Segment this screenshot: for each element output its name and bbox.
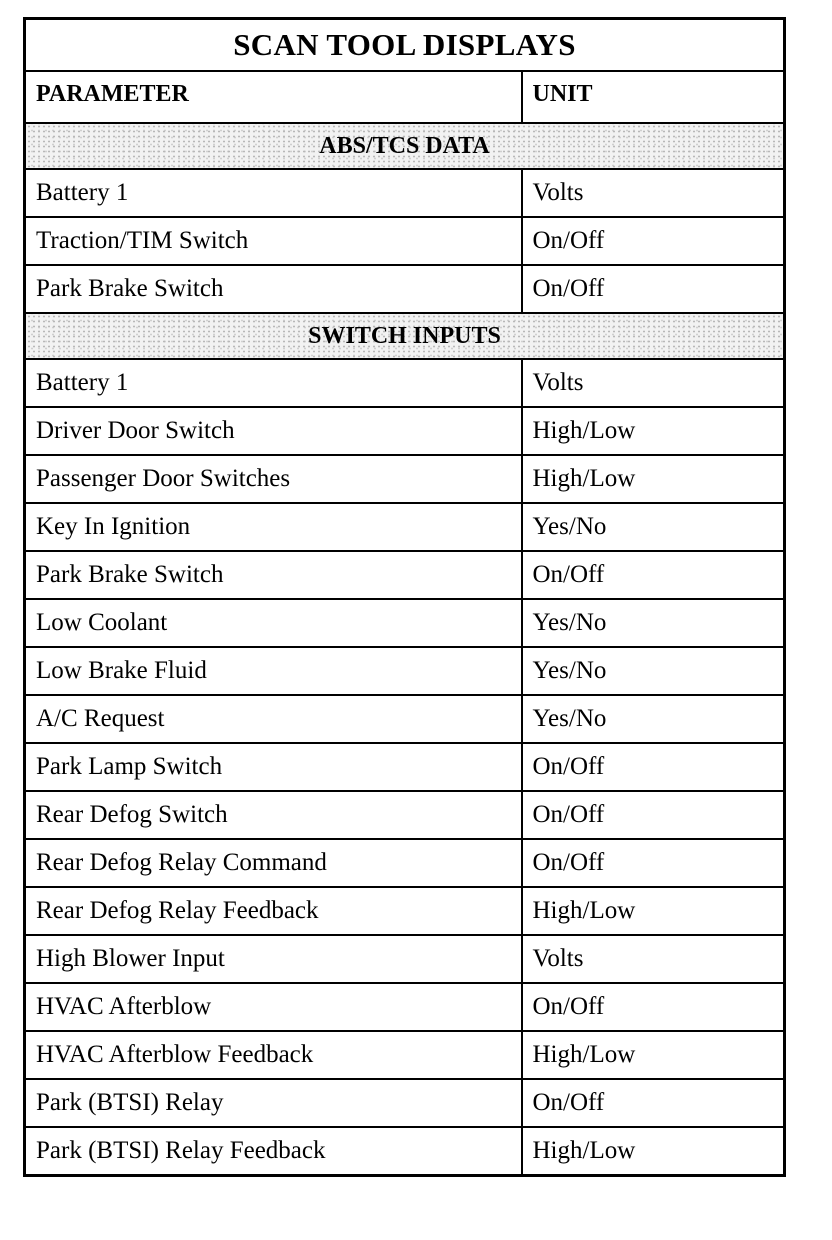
unit-cell: On/Off [522, 551, 785, 599]
parameter-cell: Rear Defog Relay Command [25, 839, 522, 887]
scan-tool-displays-table [23, 17, 786, 1177]
unit-cell: High/Low [522, 407, 785, 455]
unit-cell: On/Off [522, 791, 785, 839]
parameter-cell: Park Lamp Switch [25, 743, 522, 791]
unit-cell: Yes/No [522, 695, 785, 743]
parameter-column-header: PARAMETER [25, 71, 522, 123]
section-header-row [25, 123, 785, 169]
section-header [25, 313, 785, 359]
unit-cell: On/Off [522, 1079, 785, 1127]
parameter-cell: Park Brake Switch [25, 551, 522, 599]
parameter-cell: Battery 1 [25, 169, 522, 217]
parameter-cell: Rear Defog Switch [25, 791, 522, 839]
table-row [25, 1127, 785, 1176]
unit-cell: Volts [522, 935, 785, 983]
table-row [25, 791, 785, 839]
unit-cell: High/Low [522, 887, 785, 935]
parameter-cell: Low Brake Fluid [25, 647, 522, 695]
parameter-cell: Low Coolant [25, 599, 522, 647]
unit-cell: Yes/No [522, 599, 785, 647]
unit-column-header: UNIT [522, 71, 785, 123]
table-row [25, 743, 785, 791]
parameter-cell: A/C Request [25, 695, 522, 743]
table-body [25, 123, 785, 1176]
table-row [25, 169, 785, 217]
unit-cell: High/Low [522, 1031, 785, 1079]
unit-cell: Yes/No [522, 503, 785, 551]
parameter-cell: Battery 1 [25, 359, 522, 407]
section-title: SWITCH INPUTS [308, 322, 501, 349]
table-row [25, 935, 785, 983]
parameter-cell: Park Brake Switch [25, 265, 522, 313]
unit-cell: High/Low [522, 1127, 785, 1176]
table-row [25, 599, 785, 647]
unit-cell: On/Off [522, 743, 785, 791]
parameter-cell: HVAC Afterblow [25, 983, 522, 1031]
unit-cell: Volts [522, 169, 785, 217]
parameter-cell: Passenger Door Switches [25, 455, 522, 503]
parameter-cell: Driver Door Switch [25, 407, 522, 455]
section-title: ABS/TCS DATA [319, 132, 490, 159]
parameter-cell: High Blower Input [25, 935, 522, 983]
table-row [25, 1031, 785, 1079]
parameter-cell: Rear Defog Relay Feedback [25, 887, 522, 935]
unit-cell: High/Low [522, 455, 785, 503]
table-row [25, 455, 785, 503]
unit-cell: On/Off [522, 839, 785, 887]
table-row [25, 551, 785, 599]
unit-cell: On/Off [522, 265, 785, 313]
table-row [25, 983, 785, 1031]
table-row [25, 1079, 785, 1127]
column-header-row [25, 71, 785, 123]
title-row [25, 19, 785, 72]
section-header-row [25, 313, 785, 359]
parameter-cell: Key In Ignition [25, 503, 522, 551]
parameter-cell: Park (BTSI) Relay Feedback [25, 1127, 522, 1176]
unit-cell: On/Off [522, 217, 785, 265]
table-row [25, 359, 785, 407]
table-row [25, 217, 785, 265]
section-header [25, 123, 785, 169]
table-row [25, 407, 785, 455]
table-row [25, 839, 785, 887]
table-title: SCAN TOOL DISPLAYS [25, 19, 785, 72]
table-row [25, 647, 785, 695]
parameter-cell: HVAC Afterblow Feedback [25, 1031, 522, 1079]
table-row [25, 887, 785, 935]
parameter-cell: Traction/TIM Switch [25, 217, 522, 265]
unit-cell: On/Off [522, 983, 785, 1031]
unit-cell: Volts [522, 359, 785, 407]
parameter-cell: Park (BTSI) Relay [25, 1079, 522, 1127]
table-row [25, 695, 785, 743]
unit-cell: Yes/No [522, 647, 785, 695]
table-row [25, 503, 785, 551]
table-row [25, 265, 785, 313]
